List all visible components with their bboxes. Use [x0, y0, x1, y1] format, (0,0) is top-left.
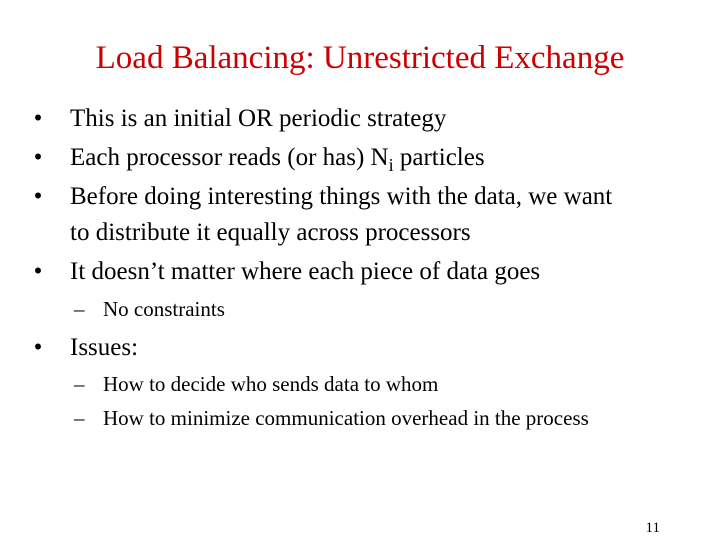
bullet-text: It doesn’t matter where each piece of data goes [70, 258, 541, 285]
bullet-item [33, 143, 485, 175]
subscript-i: i [388, 155, 394, 175]
bullet-text: Issues: [70, 334, 139, 361]
bullet-text-line-1: Before doing interesting things with the data, we want [70, 183, 613, 210]
dash-marker: – [74, 297, 85, 321]
bullet-item [33, 257, 541, 287]
page-number: 11 [645, 520, 660, 536]
dash-marker: – [74, 372, 85, 396]
bullet-text-line-2: to distribute it equally across processors [70, 219, 471, 246]
bullet-marker: • [33, 105, 43, 132]
sub-bullet-text: How to minimize communication overhead in the process [103, 406, 589, 430]
sub-bullet-item [74, 371, 439, 397]
sub-bullet-item [74, 405, 589, 431]
bullet-item [33, 182, 613, 212]
sub-bullet-item [74, 296, 225, 322]
bullet-item-continuation [70, 218, 471, 248]
bullet-text: Each processor reads (or has) N [70, 144, 389, 171]
sub-bullet-text: How to decide who sends data to whom [103, 372, 439, 396]
bullet-item [33, 104, 447, 134]
bullet-text: This is an initial OR periodic strategy [70, 105, 447, 132]
bullet-marker: • [33, 183, 43, 210]
slide-title: Load Balancing: Unrestricted Exchange [95, 40, 625, 76]
bullet-marker: • [33, 334, 43, 361]
bullet-item [33, 333, 139, 363]
bullet-text-continued: particles [393, 144, 485, 171]
dash-marker: – [74, 406, 85, 430]
bullet-marker: • [33, 144, 43, 171]
sub-bullet-text: No constraints [103, 297, 225, 321]
bullet-marker: • [33, 258, 43, 285]
